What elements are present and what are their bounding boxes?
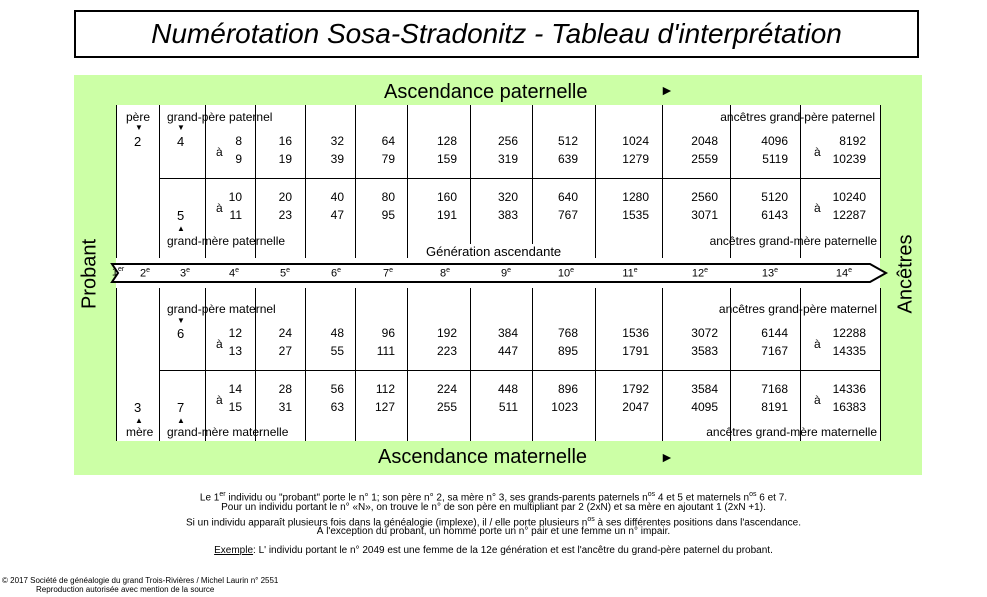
pere-number: 2 — [134, 134, 142, 149]
grid-vline — [305, 288, 306, 441]
range-value: 19 — [278, 152, 292, 166]
range-value: 2048 — [691, 134, 718, 148]
generation-label: 14e — [835, 267, 853, 280]
range-cell — [468, 132, 518, 168]
paternal-arrow-icon: ► — [660, 82, 674, 98]
range-value: 31 — [278, 400, 292, 414]
range-value: 1791 — [622, 344, 649, 358]
range-value: 27 — [278, 344, 292, 358]
copyright-line-1: © 2017 Société de généalogie du grand Trois-Rivières / Michel Laurin n° 2551 — [2, 576, 279, 585]
range-value: 10 — [228, 190, 242, 204]
paternal-header: Ascendance paternelle — [384, 81, 588, 103]
range-value: 55 — [330, 344, 344, 358]
grid-vline — [532, 288, 533, 441]
generation-label: 11e — [622, 267, 638, 280]
grid-vline — [159, 105, 160, 258]
range-cell — [345, 380, 395, 416]
generation-label: 12e — [691, 267, 709, 280]
range-cell — [599, 132, 649, 168]
generation-label: 4e — [228, 267, 240, 280]
range-value: 1535 — [622, 208, 649, 222]
range-value: 384 — [497, 326, 518, 340]
range-a-separator: à — [814, 201, 821, 215]
range-value: 639 — [557, 152, 578, 166]
range-value: 79 — [381, 152, 395, 166]
range-value: 64 — [381, 134, 395, 148]
range-value: 8191 — [761, 400, 788, 414]
range-value: 895 — [557, 344, 578, 358]
range-value: 224 — [436, 382, 457, 396]
generation-label: 3e — [179, 267, 191, 280]
range-value: 23 — [278, 208, 292, 222]
grid-vline — [662, 288, 663, 441]
range-value: 5119 — [762, 152, 788, 166]
maternal-arrow-icon: ► — [660, 449, 674, 465]
range-a-separator: à — [216, 337, 223, 351]
range-value: 10240 — [832, 190, 866, 204]
range-value: 1280 — [622, 190, 649, 204]
mere-label: mère — [126, 425, 154, 439]
range-value: 39 — [330, 152, 344, 166]
range-value: 511 — [498, 400, 518, 414]
range-value: 3583 — [691, 344, 718, 358]
grid-vline — [880, 288, 881, 441]
range-value: 16383 — [832, 400, 866, 414]
grid-vline — [470, 105, 471, 258]
grid-vline — [662, 105, 663, 258]
range-value: 28 — [278, 382, 292, 396]
range-value: 255 — [436, 400, 457, 414]
range-value: 20 — [278, 190, 292, 204]
range-value: 80 — [381, 190, 395, 204]
range-value: 8 — [235, 134, 242, 148]
range-cell — [528, 324, 578, 360]
range-value: 512 — [557, 134, 578, 148]
range-value: 47 — [330, 208, 344, 222]
range-cell — [668, 324, 718, 360]
grid-vline — [595, 288, 596, 441]
separator-maternal — [159, 370, 880, 371]
range-value: 127 — [374, 400, 395, 414]
mere-number: 3 — [134, 400, 142, 415]
range-value: 640 — [557, 190, 578, 204]
range-value: 11 — [229, 208, 242, 222]
range-value: 1023 — [551, 400, 578, 414]
range-cell — [407, 324, 457, 360]
range-value: 6144 — [761, 326, 788, 340]
range-value: 768 — [557, 326, 578, 340]
note-line-1: Le 1er individu ou "probant" porte le n° 1; son père n° 2, sa mère n° 3, ses grands-parents paternels $n^{os}$ 4 et 5 et maternels $n^{os}$ 6 et 7. — [199, 491, 788, 504]
range-cell — [816, 188, 866, 224]
range-value: 48 — [330, 326, 344, 340]
range-cell — [668, 132, 718, 168]
grid-vline — [407, 105, 408, 258]
range-value: 4096 — [761, 134, 788, 148]
range-cell — [816, 132, 866, 168]
gp-maternel-label: grand-père maternel — [167, 302, 276, 316]
range-value: 767 — [557, 208, 578, 222]
range-cell — [738, 188, 788, 224]
generation-label: 1er — [111, 266, 125, 279]
grid-vline — [159, 288, 160, 441]
range-value: 56 — [330, 382, 344, 396]
generation-label: 8e — [439, 267, 451, 280]
gp-paternel-label: grand-père paternel — [167, 110, 273, 124]
range-value: 320 — [497, 190, 518, 204]
range-cell — [528, 380, 578, 416]
grid-vline — [305, 105, 306, 258]
range-value: 448 — [497, 382, 518, 396]
range-value: 896 — [557, 382, 578, 396]
range-cell — [599, 188, 649, 224]
range-a-separator: à — [814, 145, 821, 159]
range-value: 2559 — [691, 152, 718, 166]
range-value: 3584 — [691, 382, 718, 396]
range-value: 1024 — [622, 134, 649, 148]
range-value: 14335 — [832, 344, 866, 358]
anc-gp-paternel-label: ancêtres grand-père paternel — [720, 110, 875, 124]
range-value: 256 — [497, 134, 518, 148]
range-value: 13 — [228, 344, 242, 358]
generation-label: 10e — [557, 267, 575, 280]
grid-vline — [595, 105, 596, 258]
range-cell — [599, 324, 649, 360]
range-value: 24 — [278, 326, 292, 340]
range-cell — [668, 188, 718, 224]
range-value: 2047 — [622, 400, 649, 414]
range-value: 3071 — [691, 208, 718, 222]
gp-maternel-triangle-icon: ▼ — [177, 316, 185, 325]
copyright — [2, 576, 278, 594]
range-value: 9 — [235, 152, 242, 166]
range-value: 12287 — [832, 208, 866, 222]
range-value: 32 — [330, 134, 344, 148]
range-value: 16 — [278, 134, 292, 148]
range-value: 96 — [381, 326, 395, 340]
range-value: 10239 — [832, 152, 866, 166]
range-a-separator: à — [216, 145, 223, 159]
pere-triangle-icon: ▼ — [135, 123, 143, 132]
range-value: 223 — [436, 344, 457, 358]
range-cell — [242, 380, 292, 416]
range-value: 319 — [497, 152, 518, 166]
pere-label: père — [126, 110, 151, 124]
range-cell — [294, 380, 344, 416]
gm-paternelle-label: grand-mère paternelle — [167, 234, 286, 248]
range-value: 14 — [228, 382, 242, 396]
range-a-separator: à — [216, 393, 223, 407]
range-a-separator: à — [814, 393, 821, 407]
range-cell — [468, 324, 518, 360]
range-value: 7167 — [761, 344, 788, 358]
range-cell — [738, 132, 788, 168]
range-cell — [599, 380, 649, 416]
gp-paternel-triangle-icon: ▼ — [177, 123, 185, 132]
range-cell — [294, 188, 344, 224]
range-cell — [407, 188, 457, 224]
range-value: 128 — [436, 134, 457, 148]
gp-paternel-number: 4 — [177, 134, 185, 149]
range-value: 7168 — [761, 382, 788, 396]
range-a-separator: à — [814, 337, 821, 351]
range-value: 1279 — [622, 152, 649, 166]
range-value: 5120 — [761, 190, 788, 204]
range-value: 159 — [436, 152, 457, 166]
grid-vline — [116, 105, 117, 258]
grid-vline — [116, 288, 117, 441]
gm-maternelle-triangle-icon: ▲ — [177, 416, 185, 425]
range-cell — [407, 380, 457, 416]
range-value: 6143 — [761, 208, 788, 222]
range-cell — [294, 132, 344, 168]
maternal-header: Ascendance maternelle — [378, 446, 588, 468]
range-cell — [738, 324, 788, 360]
copyright-line-2: Reproduction autorisée avec mention de la source — [36, 585, 215, 594]
anc-gm-paternelle-label: ancêtres grand-mère paternelle — [709, 234, 877, 248]
grid-vline — [880, 105, 881, 258]
range-cell — [528, 132, 578, 168]
range-cell — [294, 324, 344, 360]
range-cell — [407, 132, 457, 168]
generation-label: 9e — [500, 267, 512, 280]
generation-label: 5e — [279, 267, 291, 280]
note-line-4: À l'exception du probant, un homme porte un n° pair et une femme un n° impair. — [316, 526, 671, 537]
generation-title: Génération ascendante — [426, 244, 562, 259]
note-line-2: Pour un individu portant le n° «N», on trouve le n° de son père en multipliant par 2 (2xN) et sa mère en ajoutant 1 (2xN +1). — [221, 502, 766, 513]
range-value: 160 — [436, 190, 457, 204]
separator-paternal — [159, 178, 880, 179]
grid-vline — [407, 288, 408, 441]
range-cell — [738, 380, 788, 416]
generation-label: 6e — [330, 267, 342, 280]
probant-label: Probant — [78, 238, 101, 310]
range-cell — [668, 380, 718, 416]
note-example: Exemple: L' individu portant le n° 2049 est une femme de la 12e génération et est l'ancêtre du grand-père paternel du probant. — [214, 545, 773, 556]
range-cell — [528, 188, 578, 224]
range-value: 192 — [436, 326, 457, 340]
mere-triangle-icon: ▲ — [135, 416, 143, 425]
page-title: Numérotation Sosa-Stradonitz - Tableau d'interprétation — [74, 10, 919, 58]
range-value: 12 — [228, 326, 242, 340]
generation-label: 2e — [139, 267, 151, 280]
range-value: 3072 — [691, 326, 718, 340]
range-cell — [816, 380, 866, 416]
gm-paternelle-triangle-icon: ▲ — [177, 224, 185, 233]
range-value: 447 — [497, 344, 518, 358]
anc-gm-maternelle-label: ancêtres grand-mère maternelle — [706, 425, 877, 439]
range-value: 63 — [330, 400, 344, 414]
range-value: 191 — [436, 208, 457, 222]
gp-maternel-number: 6 — [177, 326, 185, 341]
range-a-separator: à — [216, 201, 223, 215]
range-value: 383 — [497, 208, 518, 222]
range-value: 2560 — [691, 190, 718, 204]
range-cell — [345, 188, 395, 224]
range-value: 4095 — [691, 400, 718, 414]
gm-paternelle-number: 5 — [177, 208, 185, 223]
generation-label: 7e — [382, 267, 394, 280]
range-cell — [468, 380, 518, 416]
range-value: 112 — [375, 382, 395, 396]
grid-vline — [532, 105, 533, 258]
range-value: 8192 — [839, 134, 866, 148]
range-value: 40 — [330, 190, 344, 204]
range-cell — [242, 324, 292, 360]
gm-maternelle-label: grand-mère maternelle — [167, 425, 289, 439]
range-value: 1536 — [622, 326, 649, 340]
range-cell — [242, 132, 292, 168]
gm-maternelle-number: 7 — [177, 400, 185, 415]
range-value: 95 — [381, 208, 395, 222]
note-line-3: Si un individu apparaît plusieurs fois dans la généalogie (implexe), il / elle porte plusieurs $n^{os}$ à ses différentes positions dans l'ascendance. — [185, 516, 802, 529]
grid-vline — [355, 288, 356, 441]
range-cell — [242, 188, 292, 224]
generation-label: 13e — [761, 267, 779, 280]
grid-vline — [355, 105, 356, 258]
grid-vline — [470, 288, 471, 441]
range-cell — [468, 188, 518, 224]
range-cell — [345, 132, 395, 168]
range-value: 14336 — [832, 382, 866, 396]
ancetres-label: Ancêtres — [894, 234, 917, 314]
range-cell — [345, 324, 395, 360]
range-cell — [816, 324, 866, 360]
anc-gp-maternel-label: ancêtres grand-père maternel — [718, 302, 877, 316]
range-value: 15 — [228, 400, 242, 414]
range-value: 111 — [376, 344, 395, 358]
range-value: 1792 — [622, 382, 649, 396]
range-value: 12288 — [832, 326, 866, 340]
